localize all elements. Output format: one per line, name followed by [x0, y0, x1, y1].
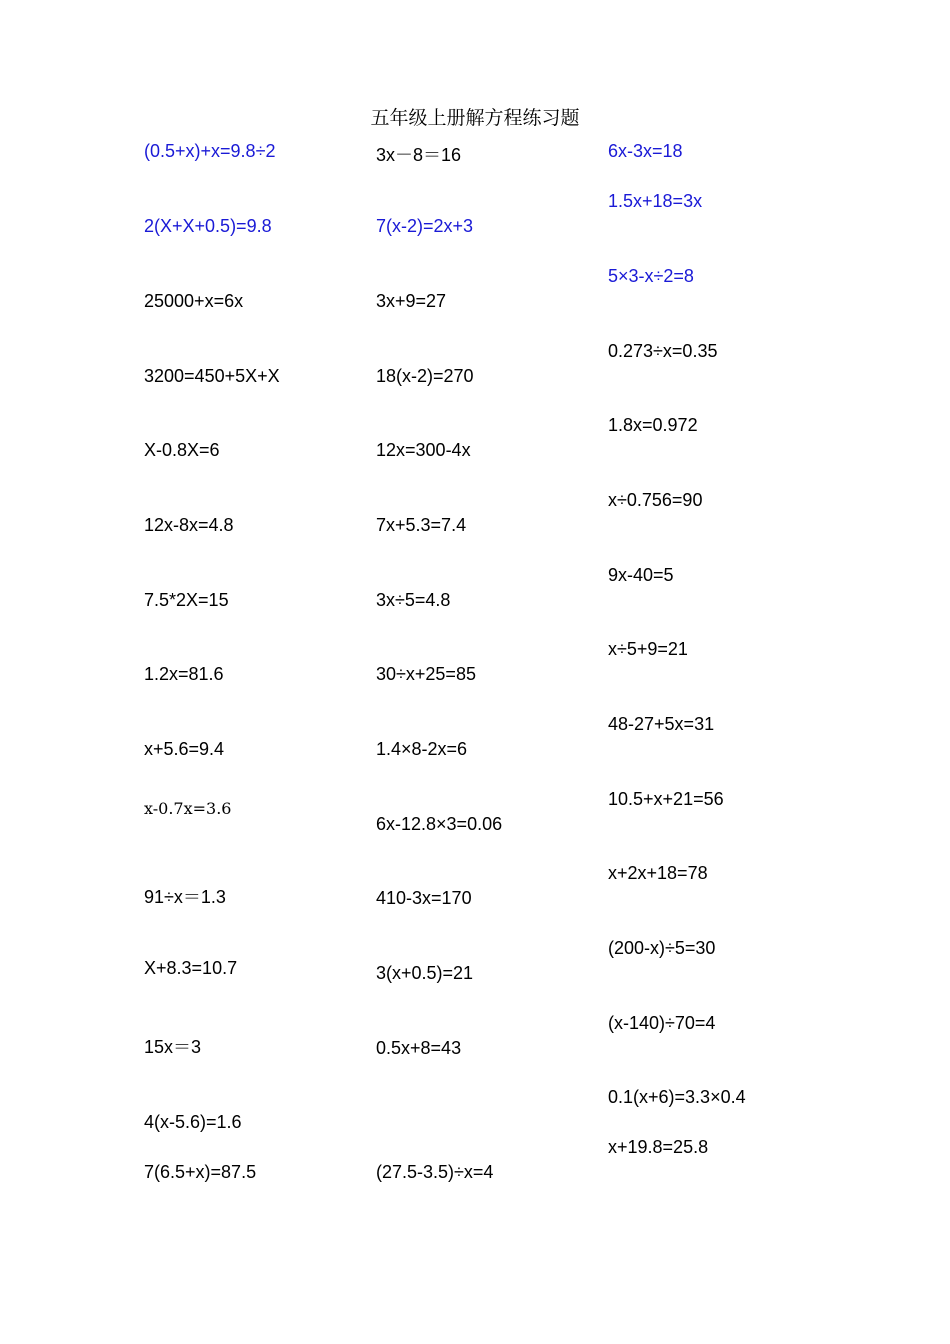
equation-item: x+19.8=25.8: [608, 1137, 709, 1157]
equation-item: 9x-40=5: [608, 565, 674, 585]
equation-item: 48-27+5x=31: [608, 714, 715, 734]
equation-item: x-0.7x=3.6: [144, 799, 232, 818]
equation-item: 18(x-2)=270: [376, 366, 474, 386]
equation-item: 15x＝3: [144, 1037, 202, 1057]
equation-item: 410-3x=170: [376, 888, 472, 908]
equation-item: 7x+5.3=7.4: [376, 515, 467, 535]
equation-item: 1.2x=81.6: [144, 664, 224, 684]
equation-item: 1.8x=0.972: [608, 415, 698, 435]
equation-item: 7(x-2)=2x+3: [376, 216, 474, 236]
equation-item: X-0.8X=6: [144, 440, 220, 460]
equation-item: 1.4×8-2x=6: [376, 739, 468, 759]
equation-item: x÷0.756=90: [608, 490, 703, 510]
equation-item: 10.5+x+21=56: [608, 789, 724, 809]
equation-item: (200-x)÷5=30: [608, 938, 716, 958]
equation-item: 12x-8x=4.8: [144, 515, 234, 535]
equation-item: x+2x+18=78: [608, 863, 708, 883]
equation-item: 3(x+0.5)=21: [376, 963, 474, 983]
equation-item: 12x=300-4x: [376, 440, 471, 460]
equation-item: x+5.6=9.4: [144, 739, 225, 759]
equation-item: 91÷x＝1.3: [144, 887, 226, 907]
equation-item: (27.5-3.5)÷x=4: [376, 1162, 494, 1182]
equation-item: 5×3-x÷2=8: [608, 266, 694, 286]
equation-item: 4(x-5.6)=1.6: [144, 1112, 242, 1132]
equation-item: 0.1(x+6)=3.3×0.4: [608, 1087, 746, 1107]
equation-item: 7.5*2X=15: [144, 590, 229, 610]
equation-item: 6x-12.8×3=0.06: [376, 814, 503, 834]
equation-item: 1.5x+18=3x: [608, 191, 703, 211]
equation-item: 0.273÷x=0.35: [608, 341, 718, 361]
equation-item: 3200=450+5X+X: [144, 366, 280, 386]
equation-item: (x-140)÷70=4: [608, 1013, 716, 1033]
equation-item: (0.5+x)+x=9.8÷2: [144, 141, 276, 161]
equation-item: x÷5+9=21: [608, 639, 688, 659]
page-title: 五年级上册解方程练习题: [370, 107, 580, 129]
equation-item: 6x-3x=18: [608, 141, 683, 161]
equation-item: 7(6.5+x)=87.5: [144, 1162, 257, 1182]
equation-item: 25000+x=6x: [144, 291, 244, 311]
equation-item: 0.5x+8=43: [376, 1038, 462, 1058]
equation-item: X+8.3=10.7: [144, 958, 238, 978]
equation-item: 3x+9=27: [376, 291, 447, 311]
equation-item: 3x÷5=4.8: [376, 590, 451, 610]
equation-item: 3x－8＝16: [376, 145, 462, 165]
equation-item: 2(X+X+0.5)=9.8: [144, 216, 272, 236]
equation-item: 30÷x+25=85: [376, 664, 476, 684]
